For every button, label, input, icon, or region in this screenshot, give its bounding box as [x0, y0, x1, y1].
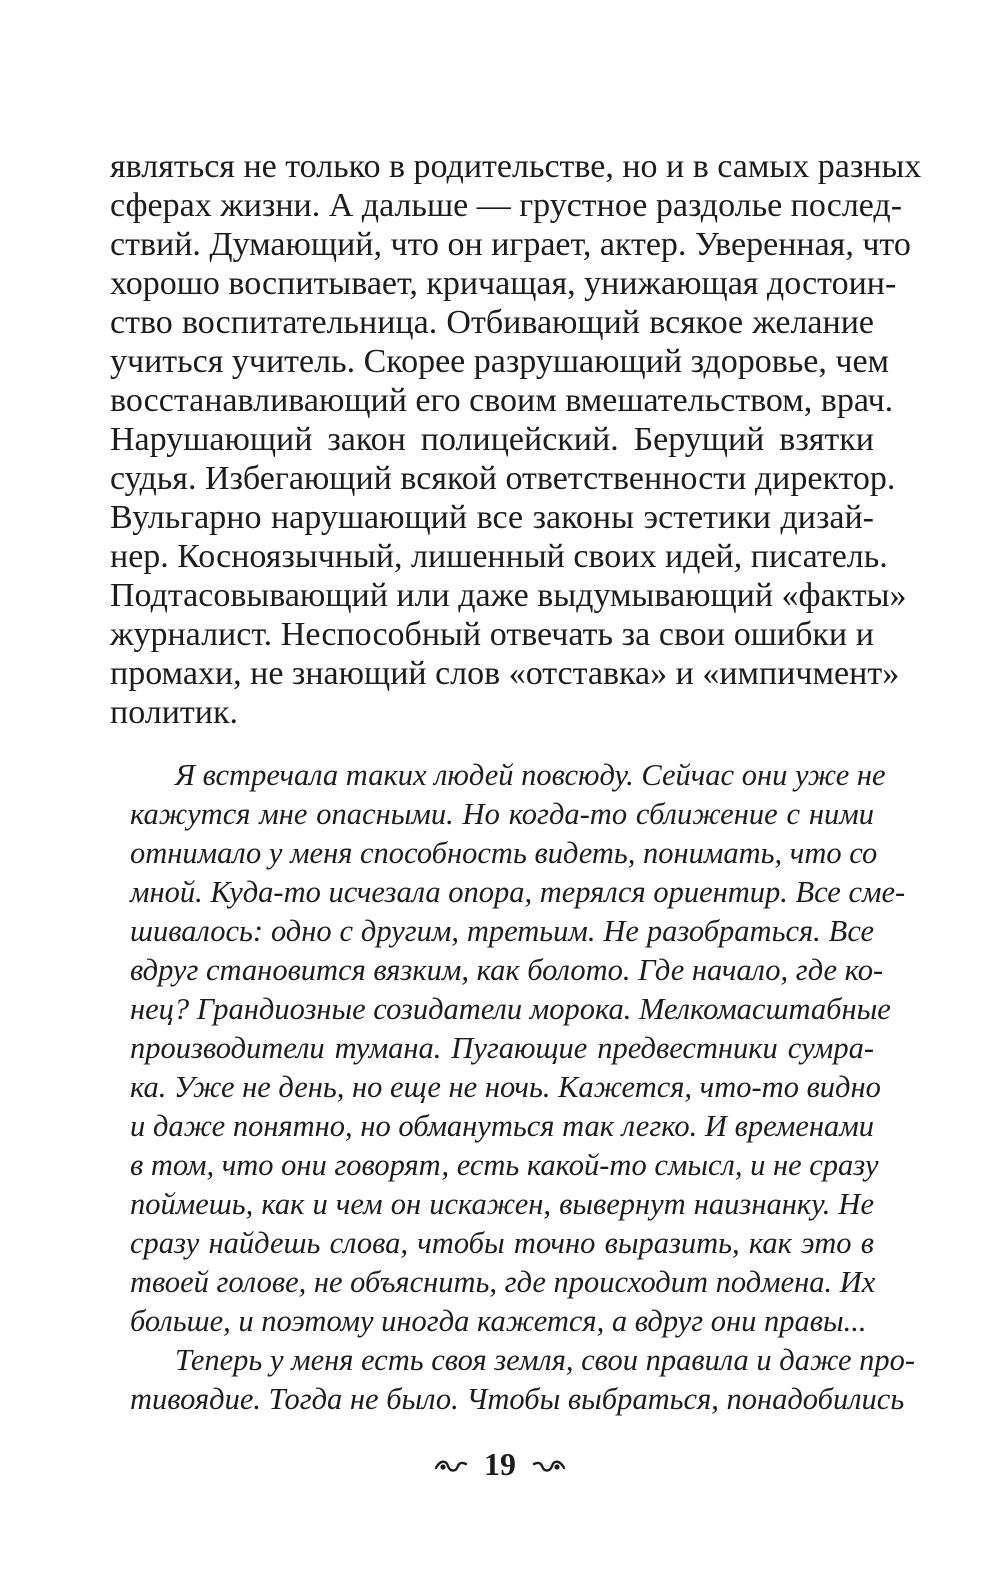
text-line: Нарушающий закон полицейский. Берущий взятки	[110, 421, 874, 458]
text-line: хорошо воспитывает, кричащая, унижающая достоин-	[110, 265, 897, 302]
text-line: журналист. Неспособный отвечать за свои ошибки и	[110, 616, 874, 653]
italic-line: ка. Уже не день, но еще не ночь. Кажется, что-то видно	[130, 1070, 881, 1104]
italic-line: Теперь у меня есть своя земля, свои правила и даже про-	[175, 1343, 916, 1377]
italic-line: больше, и поэтому иногда кажется, а вдруг они правы...	[130, 1304, 867, 1338]
text-line: политик.	[110, 694, 238, 731]
text-line: Подтасовывающий или даже выдумывающий «факты»	[110, 577, 907, 614]
page-footer	[0, 1444, 1000, 1488]
ornament-right-icon	[532, 1448, 566, 1488]
italic-line: Я встречала таких людей повсюду. Сейчас они уже не	[175, 758, 886, 792]
text-line: восстанавливающий его своим вмешательством, врач.	[110, 382, 894, 419]
text-line: являться не только в родительстве, но и в самых разных	[110, 148, 922, 185]
italic-line: в том, что они говорят, есть какой-то смысл, и не сразу	[130, 1148, 879, 1182]
italic-line: мной. Куда-то исчезала опора, терялся ориентир. Все сме-	[130, 875, 906, 909]
italic-line: поймешь, как и чем он искажен, вывернут наизнанку. Не	[130, 1187, 874, 1221]
italic-line: и даже понятно, но обмануться так легко. И временами	[130, 1109, 874, 1143]
text-line: учиться учитель. Скорее разрушающий здоровье, чем	[110, 343, 890, 380]
page-number: 19	[484, 1446, 516, 1482]
italic-line: шивалось: одно с другим, третьим. Не разобраться. Все	[130, 914, 874, 948]
text-line: промахи, не знающий слов «отставка» и «импичмент»	[110, 655, 900, 692]
italic-line: сразу найдешь слова, чтобы точно выразить, как это в	[130, 1226, 874, 1260]
text-line: ствий. Думающий, что он играет, актер. Уверенная, что	[110, 226, 911, 263]
text-line: судья. Избегающий всякой ответственности директор.	[110, 460, 896, 497]
italic-line: вдруг становится вязким, как болото. Где начало, где ко-	[130, 953, 884, 987]
italic-line: твоей голове, не объяснить, где происходит подмена. Их	[130, 1265, 876, 1299]
ornament-left-icon	[434, 1448, 468, 1488]
italic-line: кажутся мне опасными. Но когда-то сближение с ними	[130, 797, 874, 831]
text-line: Вульгарно нарушающий все законы эстетики дизай-	[110, 499, 874, 536]
text-line: ство воспитательница. Отбивающий всякое желание	[110, 304, 874, 341]
italic-line: производители тумана. Пугающие предвестники сумра-	[130, 1031, 874, 1065]
italic-line: нец? Грандиозные созидатели морока. Мелкомасштабные	[130, 992, 891, 1026]
italic-line: тивоядие. Тогда не было. Чтобы выбраться, понадобились	[130, 1382, 905, 1416]
text-line: нер. Косноязычный, лишенный своих идей, писатель.	[110, 538, 888, 575]
text-line: сферах жизни. А дальше — грустное раздолье послед-	[110, 187, 903, 224]
italic-line: отнимало у меня способность видеть, понимать, что со	[130, 836, 878, 870]
